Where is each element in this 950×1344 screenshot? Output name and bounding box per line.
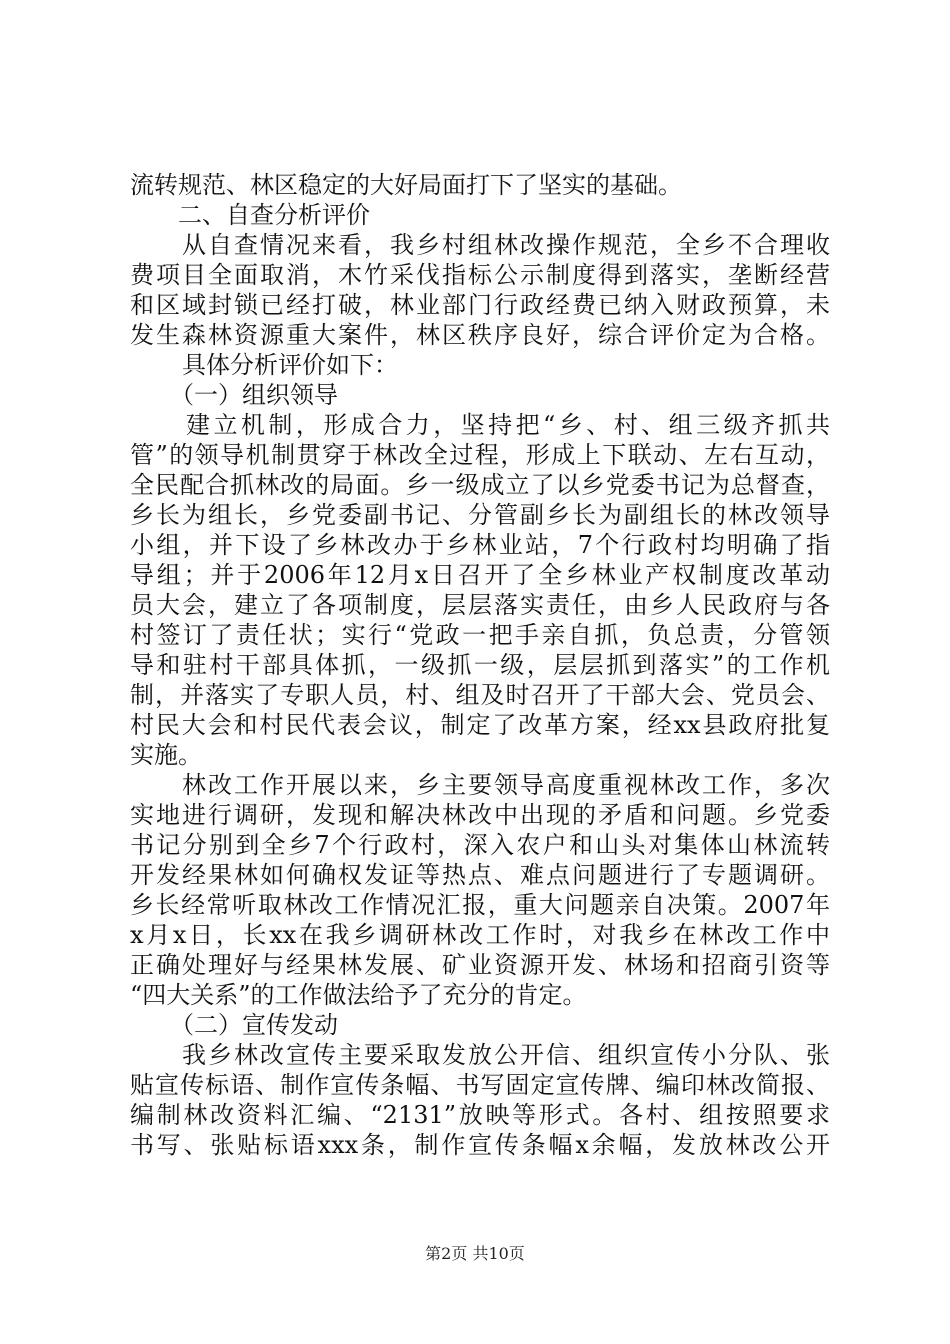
text-line: 制，并落实了专职人员，村、组及时召开了干部大会、党员会、 xyxy=(130,681,830,709)
text-line: 书写、张贴标语xxx条，制作宣传条幅x余幅，发放林改公开 xyxy=(130,1131,830,1159)
text-line: 实地进行调研，发现和解决林改中出现的矛盾和问题。乡党委 xyxy=(130,801,830,829)
text-line: 编制林改资料汇编、“2131”放映等形式。各村、组按照要求 xyxy=(130,1101,830,1129)
text-line: 具体分析评价如下： xyxy=(182,351,398,379)
text-line: 正确处理好与经果林发展、矿业资源开发、林场和招商引资等 xyxy=(130,951,830,979)
text-line: 费项目全面取消，木竹采伐指标公示制度得到落实，垄断经营 xyxy=(130,261,830,289)
text-line: 建立机制，形成合力，坚持把“乡、村、组三级齐抓共 xyxy=(186,411,830,439)
text-line: 导组；并于2006年12月x日召开了全乡林业产权制度改革动 xyxy=(130,561,830,589)
text-line: 流转规范、林区稳定的大好局面打下了坚实的基础。 xyxy=(130,171,682,199)
text-line: 我乡林改宣传主要采取发放公开信、组织宣传小分队、张 xyxy=(182,1041,830,1069)
page-number: 第2页 共10页 xyxy=(425,1244,525,1263)
text-line: 管”的领导机制贯穿于林改全过程，形成上下联动、左右互动， xyxy=(130,441,830,469)
text-line: 导和驻村干部具体抓，一级抓一级，层层抓到落实”的工作机 xyxy=(130,651,830,679)
text-line: 林改工作开展以来，乡主要领导高度重视林改工作，多次 xyxy=(182,771,830,799)
text-line: 开发经果林如何确权发证等热点、难点问题进行了专题调研。 xyxy=(130,861,830,889)
subsection-heading: （二）宣传发动 xyxy=(170,1011,338,1039)
text-line: x月x日，长xx在我乡调研林改工作时，对我乡在林改工作中 xyxy=(130,921,830,949)
text-line: 书记分别到全乡7个行政村，深入农户和山头对集体山林流转 xyxy=(130,831,830,859)
text-line: 乡长经常听取林改工作情况汇报，重大问题亲自决策。2007年 xyxy=(130,891,830,919)
text-line: 村民大会和村民代表会议，制定了改革方案，经xx县政府批复 xyxy=(130,711,830,739)
text-line: 员大会，建立了各项制度，层层落实责任，由乡人民政府与各 xyxy=(130,591,830,619)
text-line: 和区域封锁已经打破，林业部门行政经费已纳入财政预算，未 xyxy=(130,291,830,319)
text-line: 发生森林资源重大案件，林区秩序良好，综合评价定为合格。 xyxy=(130,321,830,349)
text-line: 村签订了责任状；实行“党政一把手亲自抓，负总责，分管领 xyxy=(130,621,830,649)
subsection-heading: （一）组织领导 xyxy=(170,381,338,409)
text-line: “四大关系”的工作做法给予了充分的肯定。 xyxy=(130,981,587,1009)
text-line: 小组，并下设了乡林改办于乡林业站，7个行政村均明确了指 xyxy=(130,531,830,559)
text-line: 从自查情况来看，我乡村组林改操作规范，全乡不合理收 xyxy=(182,231,830,259)
text-line: 贴宣传标语、制作宣传条幅、书写固定宣传牌、编印林改简报、 xyxy=(130,1071,830,1099)
text-line: 全民配合抓林改的局面。乡一级成立了以乡党委书记为总督查， xyxy=(130,471,830,499)
section-heading: 二、自查分析评价 xyxy=(178,201,370,229)
text-line: 乡长为组长，乡党委副书记、分管副乡长为副组长的林改领导 xyxy=(130,501,830,529)
text-line: 实施。 xyxy=(130,741,202,769)
